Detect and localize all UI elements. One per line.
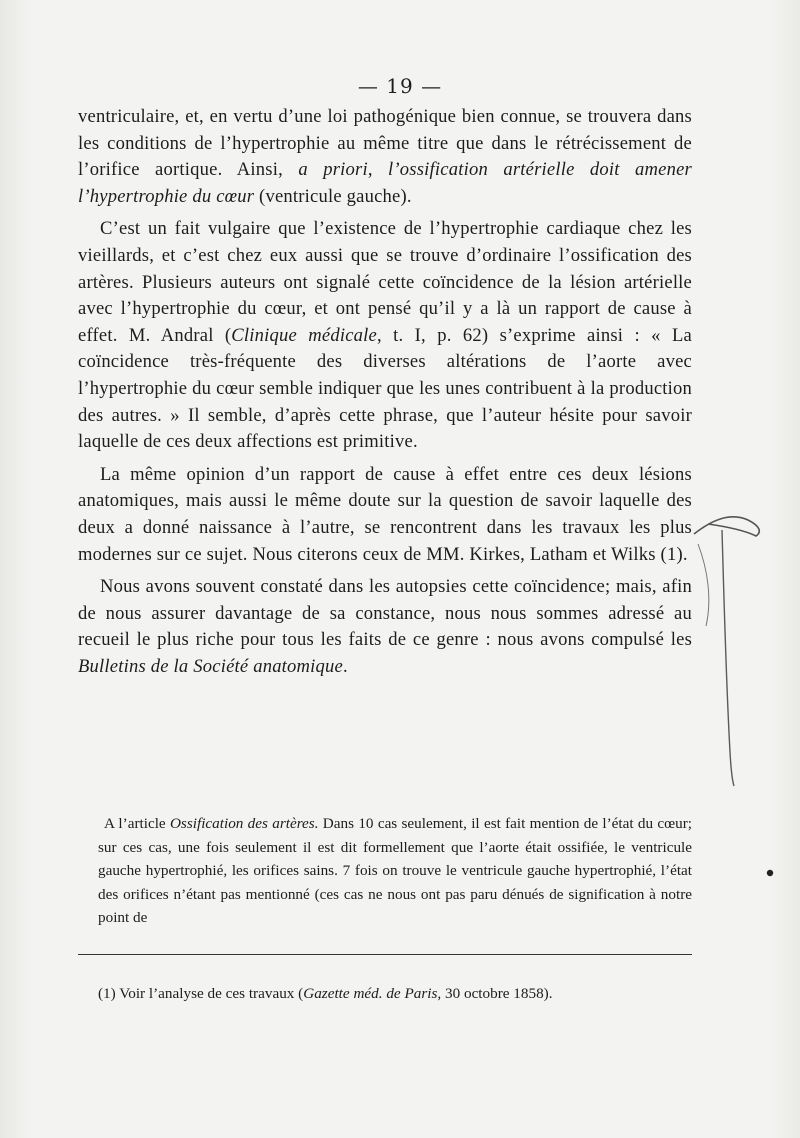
pencil-margin-line: [722, 530, 734, 786]
footnote-rule: [78, 954, 692, 955]
pencil-bracket-mark: [698, 544, 709, 626]
pencil-hook-mark: [694, 517, 759, 536]
text-run: ,: [367, 159, 389, 181]
text-run: .: [343, 655, 348, 677]
ink-dot-mark: [767, 870, 773, 876]
main-text: [78, 104, 692, 686]
italic-text-run: l’ossification artérielle doit amener l’hypertrophie du cœur: [78, 159, 692, 207]
text-run: C’est un fait vulgaire que l’existence de l’hypertrophie cardiaque chez les vieillards, et c’est chez eux aussi que se trouve d’ordinaire l’ossification des artères. Plusieurs auteurs ont signalé cette coïncidence de la lésion artérielle avec l’hypertrophie du cœur, et ont pensé qu’il y a là un rapport de cause à effet. M. Andral (: [78, 218, 692, 346]
text-run: 30 octobre 1858).: [441, 985, 553, 1002]
paragraph-4: [78, 574, 692, 680]
paragraph-1: [78, 104, 692, 210]
text-run: , t. I, p. 62) s’exprime ainsi : « La coïncidence très-fréquente des diverses altérations de l’aorte avec l’hypertrophie du cœur semble indiquer que les unes contribuent à la production des autres. » Il semble, d’après cette phrase, que l’auteur hésite pour savoir laquelle de ces deux affections est primitive.: [78, 324, 692, 453]
text-run: A l’article: [104, 815, 170, 832]
footnote: [98, 983, 698, 1005]
italic-text-run: Ossification des artères.: [169, 815, 319, 832]
italic-text-run: Bulletins de la Société anatomique: [78, 655, 343, 677]
italic-text-run: Clinique médicale: [231, 324, 377, 346]
paragraph-2: [78, 216, 692, 455]
text-run: ventriculaire, et, en vertu d’une loi pathogénique bien connue, se trouvera dans les conditions de l’hypertrophie au même titre que dans le rétrécissement de l’orifice aortique. Ainsi,: [78, 106, 692, 181]
text-run: Nous avons souvent constaté dans les autopsies cette coïncidence; mais, afin de nous assurer davantage de sa constance, nous nous sommes adressé au recueil le plus riche pour tous les faits de ce genre : nous avons compulsé les: [78, 576, 692, 651]
page-number: — 19 —: [357, 74, 443, 98]
italic-text-run: Gazette méd. de Paris,: [303, 985, 442, 1002]
text-run: (1) Voir l’analyse de ces travaux (: [98, 985, 304, 1002]
text-run: Dans 10 cas seulement, il est fait mention de l’état du cœur; sur ces cas, une fois seulement il est dit formellement que l’aorte était ossifiée, le ventricule gauche hypertrophié, les orifices sains. 7 fois on trouve le ventricule gauche hypertrophié, l’état des orifices n’étant pas mentionné (ces cas ne nous ont pas paru dénués de signification à notre point de: [98, 815, 692, 927]
text-run: (ventricule gauche).: [254, 185, 412, 207]
small-print-paragraph: [98, 812, 692, 930]
text-run: La même opinion d’un rapport de cause à effet entre ces deux lésions anatomiques, mais aussi le même doute sur la question de savoir laquelle des deux a donné naissance à l’autre, se rencontrent dans les travaux les plus modernes sur ce sujet. Nous citerons ceux de MM. Kirkes, Latham et Wilks (1).: [78, 463, 692, 565]
italic-text-run: a priori: [298, 159, 368, 181]
paragraph-3: [78, 462, 692, 568]
